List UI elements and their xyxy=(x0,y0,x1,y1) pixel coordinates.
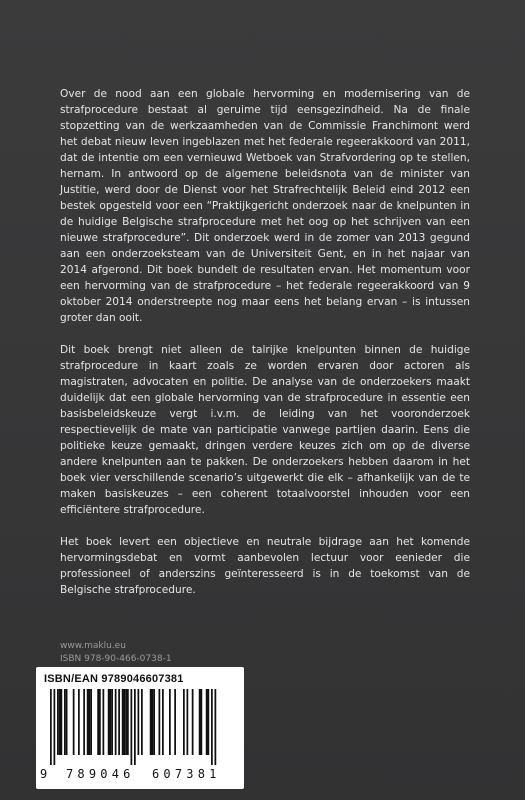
barcode-bar xyxy=(141,689,143,755)
barcode-bar xyxy=(152,689,154,755)
barcode-bar xyxy=(103,689,105,755)
barcode-bar xyxy=(208,689,210,755)
barcode-bar xyxy=(59,689,61,755)
barcode-bar xyxy=(211,689,213,765)
barcode-bar xyxy=(125,689,127,755)
barcode-bar xyxy=(187,689,189,755)
barcode-bar xyxy=(90,689,92,755)
barcode-bar xyxy=(153,689,155,755)
barcode-bar xyxy=(57,689,59,755)
barcode-bar xyxy=(87,689,89,755)
barcode-bar xyxy=(131,689,133,765)
barcode-bar xyxy=(89,689,91,755)
barcode-bar xyxy=(83,689,85,755)
barcode-bar xyxy=(97,689,99,755)
barcode-bar xyxy=(61,689,63,755)
barcode-bar xyxy=(183,689,185,755)
barcode-bar xyxy=(99,689,101,755)
barcode-bar xyxy=(118,689,120,755)
barcode-digits-right: 607381 xyxy=(152,767,221,781)
barcode-bar xyxy=(199,689,201,755)
barcode-bar xyxy=(73,689,75,755)
barcode-bar xyxy=(54,689,56,765)
barcode-bar xyxy=(192,689,194,755)
barcode-bar xyxy=(115,689,117,755)
barcode-bar xyxy=(206,689,208,755)
barcode-bar xyxy=(134,689,136,765)
barcode-bar xyxy=(127,689,129,755)
barcode-label xyxy=(36,667,244,789)
barcode-digits-left: 789046 xyxy=(66,767,135,781)
barcode-bar xyxy=(174,689,176,755)
barcode-bar xyxy=(122,689,124,755)
barcode-bar xyxy=(201,689,203,755)
barcode-bar xyxy=(66,689,68,755)
barcode-bar xyxy=(159,689,161,755)
blurb-paragraph-2: Dit boek brengt niet alleen de talrijke knelpunten binnen de huidige strafprocedure in kaart zoals ze worden ervaren door actoren als magistraten, advocaten en politie. De analyse van de onderzoekers maakt duidelijk dat een globale hervorming van de strafprocedure in essentie een basisbeleidskeuze vergt i.v.m. de leiding van het vooronderzoek respectievelijk de mate van participatie vanwege partijen daarin. Eens die politieke keuze gemaakt, dringen verdere keuzes zich om op de diverse andere knelpunten aan te pakken. De onderzoekers hebben daarom in het boek vier verschillende scenario’s uitgewerkt die elk – afhankelijk van de te maken basiskeuzes – een coherent totaalvoorstel inhouden voor een efficiëntere strafprocedure. xyxy=(60,344,470,516)
barcode-bar xyxy=(215,689,217,765)
barcode-bar xyxy=(108,689,110,755)
barcode-bar xyxy=(124,689,126,755)
barcode-bar xyxy=(50,689,52,765)
barcode-bar xyxy=(138,689,140,755)
blurb-paragraph-1: Over de nood aan een globale hervorming en modernisering van de strafprocedure bestaat al geruime tijd eensgezindheid. Na de finale stopzetting van de werkzaamheden van de Commissie Franchimont werd het debat nieuw leven ingeblazen met het federale regeerakkoord van 2011, dat de intentie om een vernieuwd Wetboek van Strafvordering op te stellen, hernam. In antwoord op de algemene beleidsnota van de minister van Justitie, werd door de Dienst voor het Strafrechtelijk Beleid eind 2012 een bestek opgesteld voor een “Praktijkgericht onderzoek naar de knelpunten in de huidige Belgische strafprocedure met het oog op het schrijven van een nieuwe strafprocedure”. Dit onderzoek werd in de zomer van 2013 gegund aan een onderzoeksteam van de Universiteit Gent, en in het najaar van 2014 afgerond. Dit boek bundelt de resultaten ervan. Het momentum voor een hervorming van de strafprocedure – het federale regeerakkoord van 9 oktober 2014 onderstreepte nog maar eens het belang ervan – is intussen groter dan ooit. xyxy=(60,88,470,324)
barcode-bar xyxy=(111,689,113,755)
barcode-digit-first: 9 xyxy=(40,767,48,781)
barcode-bar xyxy=(78,689,80,755)
isbn-text: ISBN 978-90-466-0738-1 xyxy=(60,654,172,664)
ean-barcode xyxy=(50,689,234,765)
barcode-bar xyxy=(162,689,164,755)
publisher-info xyxy=(60,640,172,666)
back-cover-blurb xyxy=(60,86,470,614)
publisher-website: www.maklu.eu xyxy=(60,641,126,651)
barcode-bar xyxy=(110,689,112,755)
barcode-bar xyxy=(169,689,171,755)
blurb-paragraph-3: Het boek levert een objectieve en neutrale bijdrage aan het komende hervormingsdebat en vormt aanbevolen lectuur voor eenieder die professioneel of anderszins geïnteresseerd is in de toekomst van de Belgische strafprocedure. xyxy=(60,536,470,596)
barcode-bar xyxy=(64,689,66,755)
barcode-title: ISBN/EAN 9789046607381 xyxy=(44,673,184,685)
barcode-bar xyxy=(150,689,152,755)
